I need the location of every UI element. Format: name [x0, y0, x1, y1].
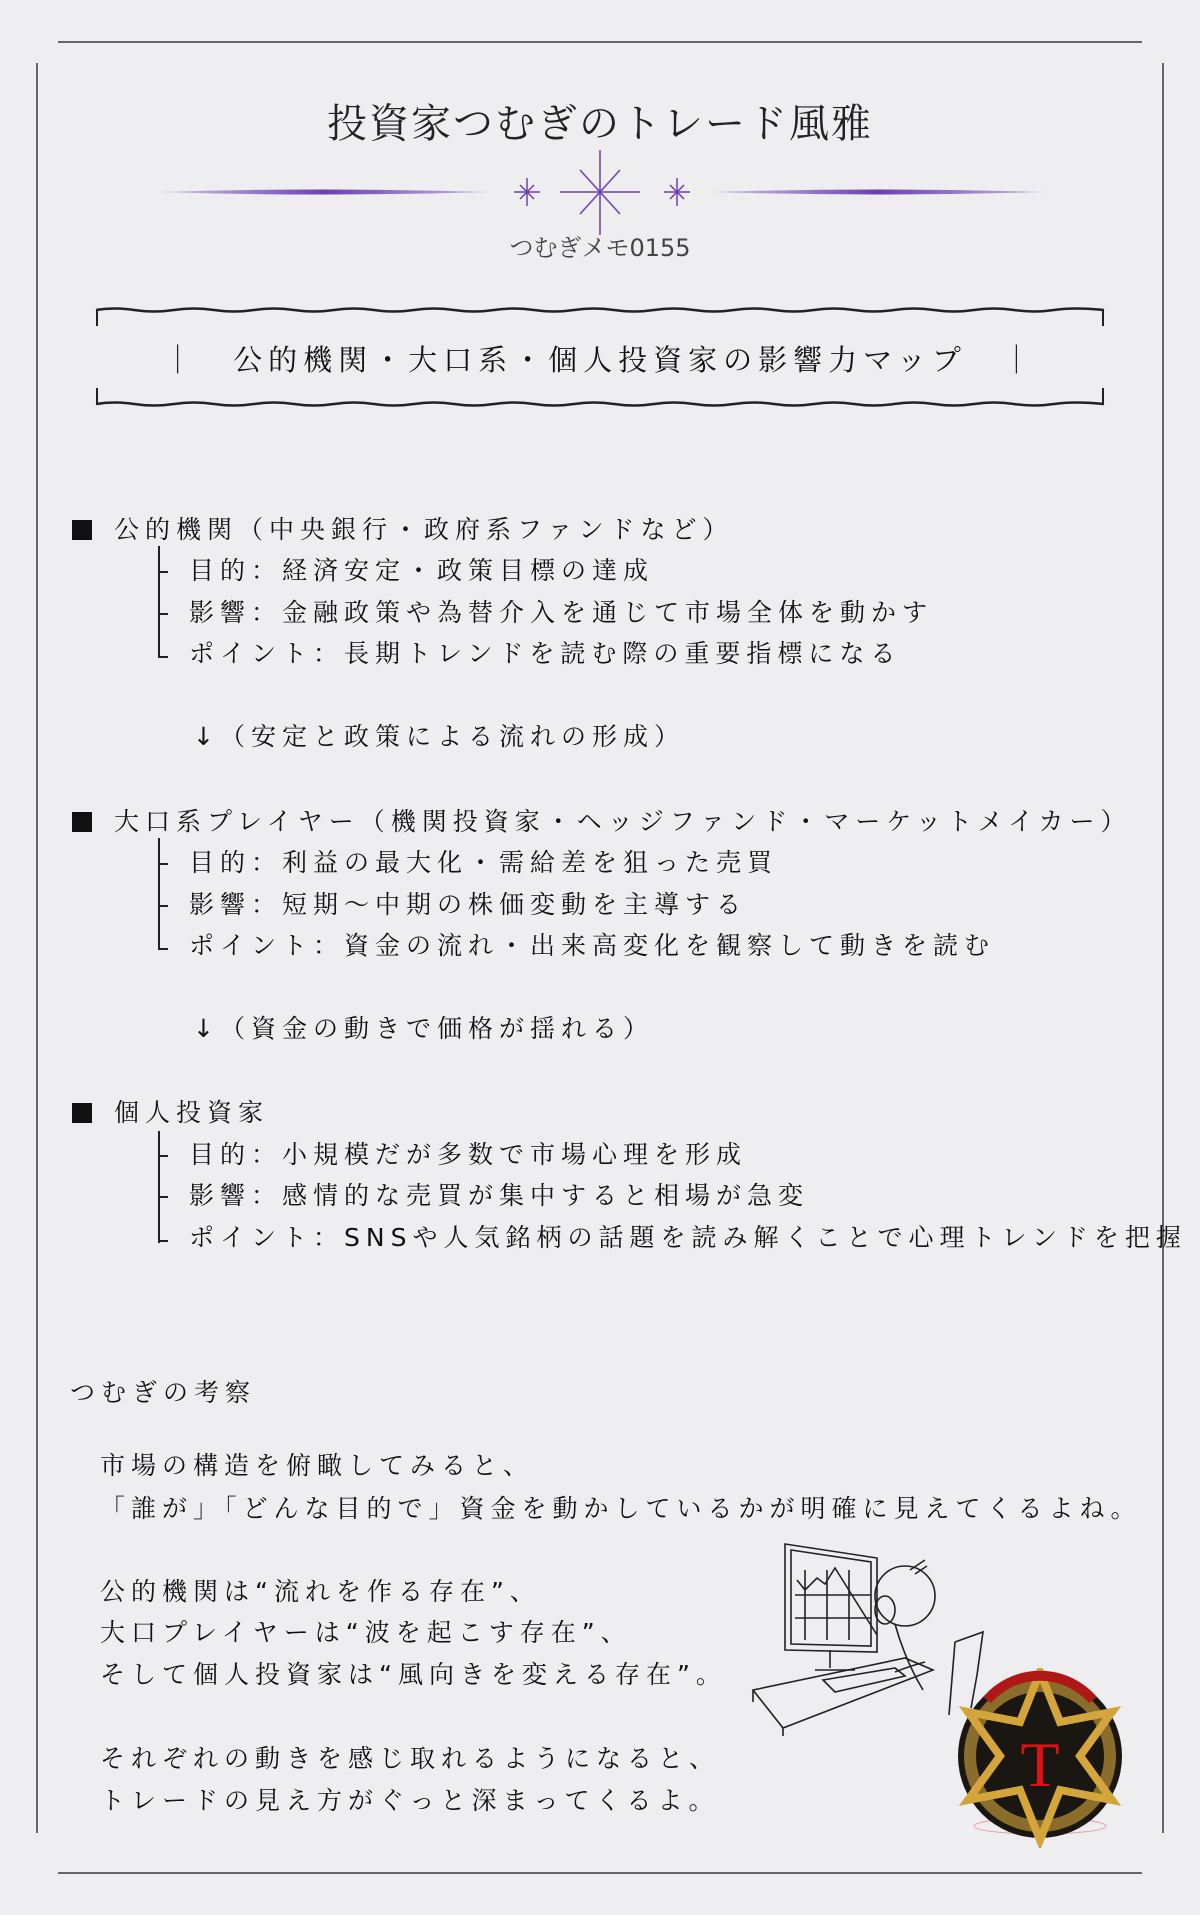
tree-branch: [158, 613, 168, 615]
section-heading: 公的機関（中央銀行・政府系ファンドなど）: [114, 515, 734, 544]
tree-connector: [158, 838, 160, 950]
banner-title: ｜ 公的機関・大口系・個人投資家の影響力マップ ｜: [163, 343, 1037, 377]
top-rule: [58, 41, 1142, 43]
memo-number: つむぎメモ0155: [509, 234, 691, 262]
tree-branch: [158, 1196, 168, 1198]
flow-note: ↓（資金の動きで価格が揺れる）: [193, 1014, 654, 1043]
list-item: 目的：利益の最大化・需給差を狙った売買: [189, 848, 779, 877]
section-heading: 大口系プレイヤー（機関投資家・ヘッジファンド・マーケットメイカー）: [114, 807, 1132, 836]
list-item: 目的：経済安定・政策目標の達成: [189, 556, 655, 585]
list-item: 影響：感情的な売買が集中すると相場が急変: [189, 1181, 810, 1210]
left-frame-line: [36, 63, 38, 1833]
reflection-line: そして個人投資家は“風向きを変える存在”。: [100, 1660, 727, 1689]
square-bullet-icon: [72, 1103, 92, 1123]
list-item: ポイント：資金の流れ・出来高変化を観察して動きを読む: [189, 931, 996, 960]
tsugalegacy-logo: [952, 1668, 1128, 1848]
section-heading: 個人投資家: [114, 1098, 270, 1127]
tree-branch: [158, 863, 168, 865]
list-item: ポイント：長期トレンドを読む際の重要指標になる: [189, 639, 902, 668]
square-bullet-icon: [72, 812, 92, 832]
tree-branch: [158, 1240, 168, 1242]
reflection-heading: つむぎの考察: [70, 1378, 257, 1407]
reflection-line: 公的機関は“流れを作る存在”、: [100, 1577, 541, 1606]
tree-branch: [158, 905, 168, 907]
svg-text:T: T: [1020, 1729, 1060, 1800]
sparkle-divider-icon: [150, 150, 1050, 240]
list-item: 影響：短期〜中期の株価変動を主導する: [189, 890, 748, 919]
page-title: 投資家つむぎのトレード風雅: [327, 101, 873, 147]
reflection-line: 市場の構造を俯瞰してみると、: [100, 1451, 535, 1480]
right-frame-line: [1162, 63, 1164, 1833]
list-item: ポイント：SNSや人気銘柄の話題を読み解くことで心理トレンドを把握: [189, 1223, 1187, 1252]
reflection-line: それぞれの動きを感じ取れるようになると、: [100, 1744, 721, 1773]
reflection-line: トレードの見え方がぐっと深まってくるよ。: [100, 1786, 720, 1815]
flow-note: ↓（安定と政策による流れの形成）: [193, 722, 685, 751]
square-bullet-icon: [72, 520, 92, 540]
tree-branch: [158, 1155, 168, 1157]
tree-branch: [158, 656, 168, 658]
list-item: 目的：小規模だが多数で市場心理を形成: [189, 1140, 748, 1169]
reflection-line: 「誰が」「どんな目的で」資金を動かしているかが明確に見えてくるよね。: [100, 1494, 1142, 1523]
list-item: 影響：金融政策や為替介入を通じて市場全体を動かす: [189, 598, 934, 627]
bottom-rule: [58, 1872, 1142, 1874]
tree-branch: [158, 571, 168, 573]
tree-connector: [158, 1131, 160, 1243]
reflection-line: 大口プレイヤーは“波を起こす存在”、: [100, 1618, 632, 1647]
tree-connector: [158, 546, 160, 658]
tree-branch: [158, 948, 168, 950]
